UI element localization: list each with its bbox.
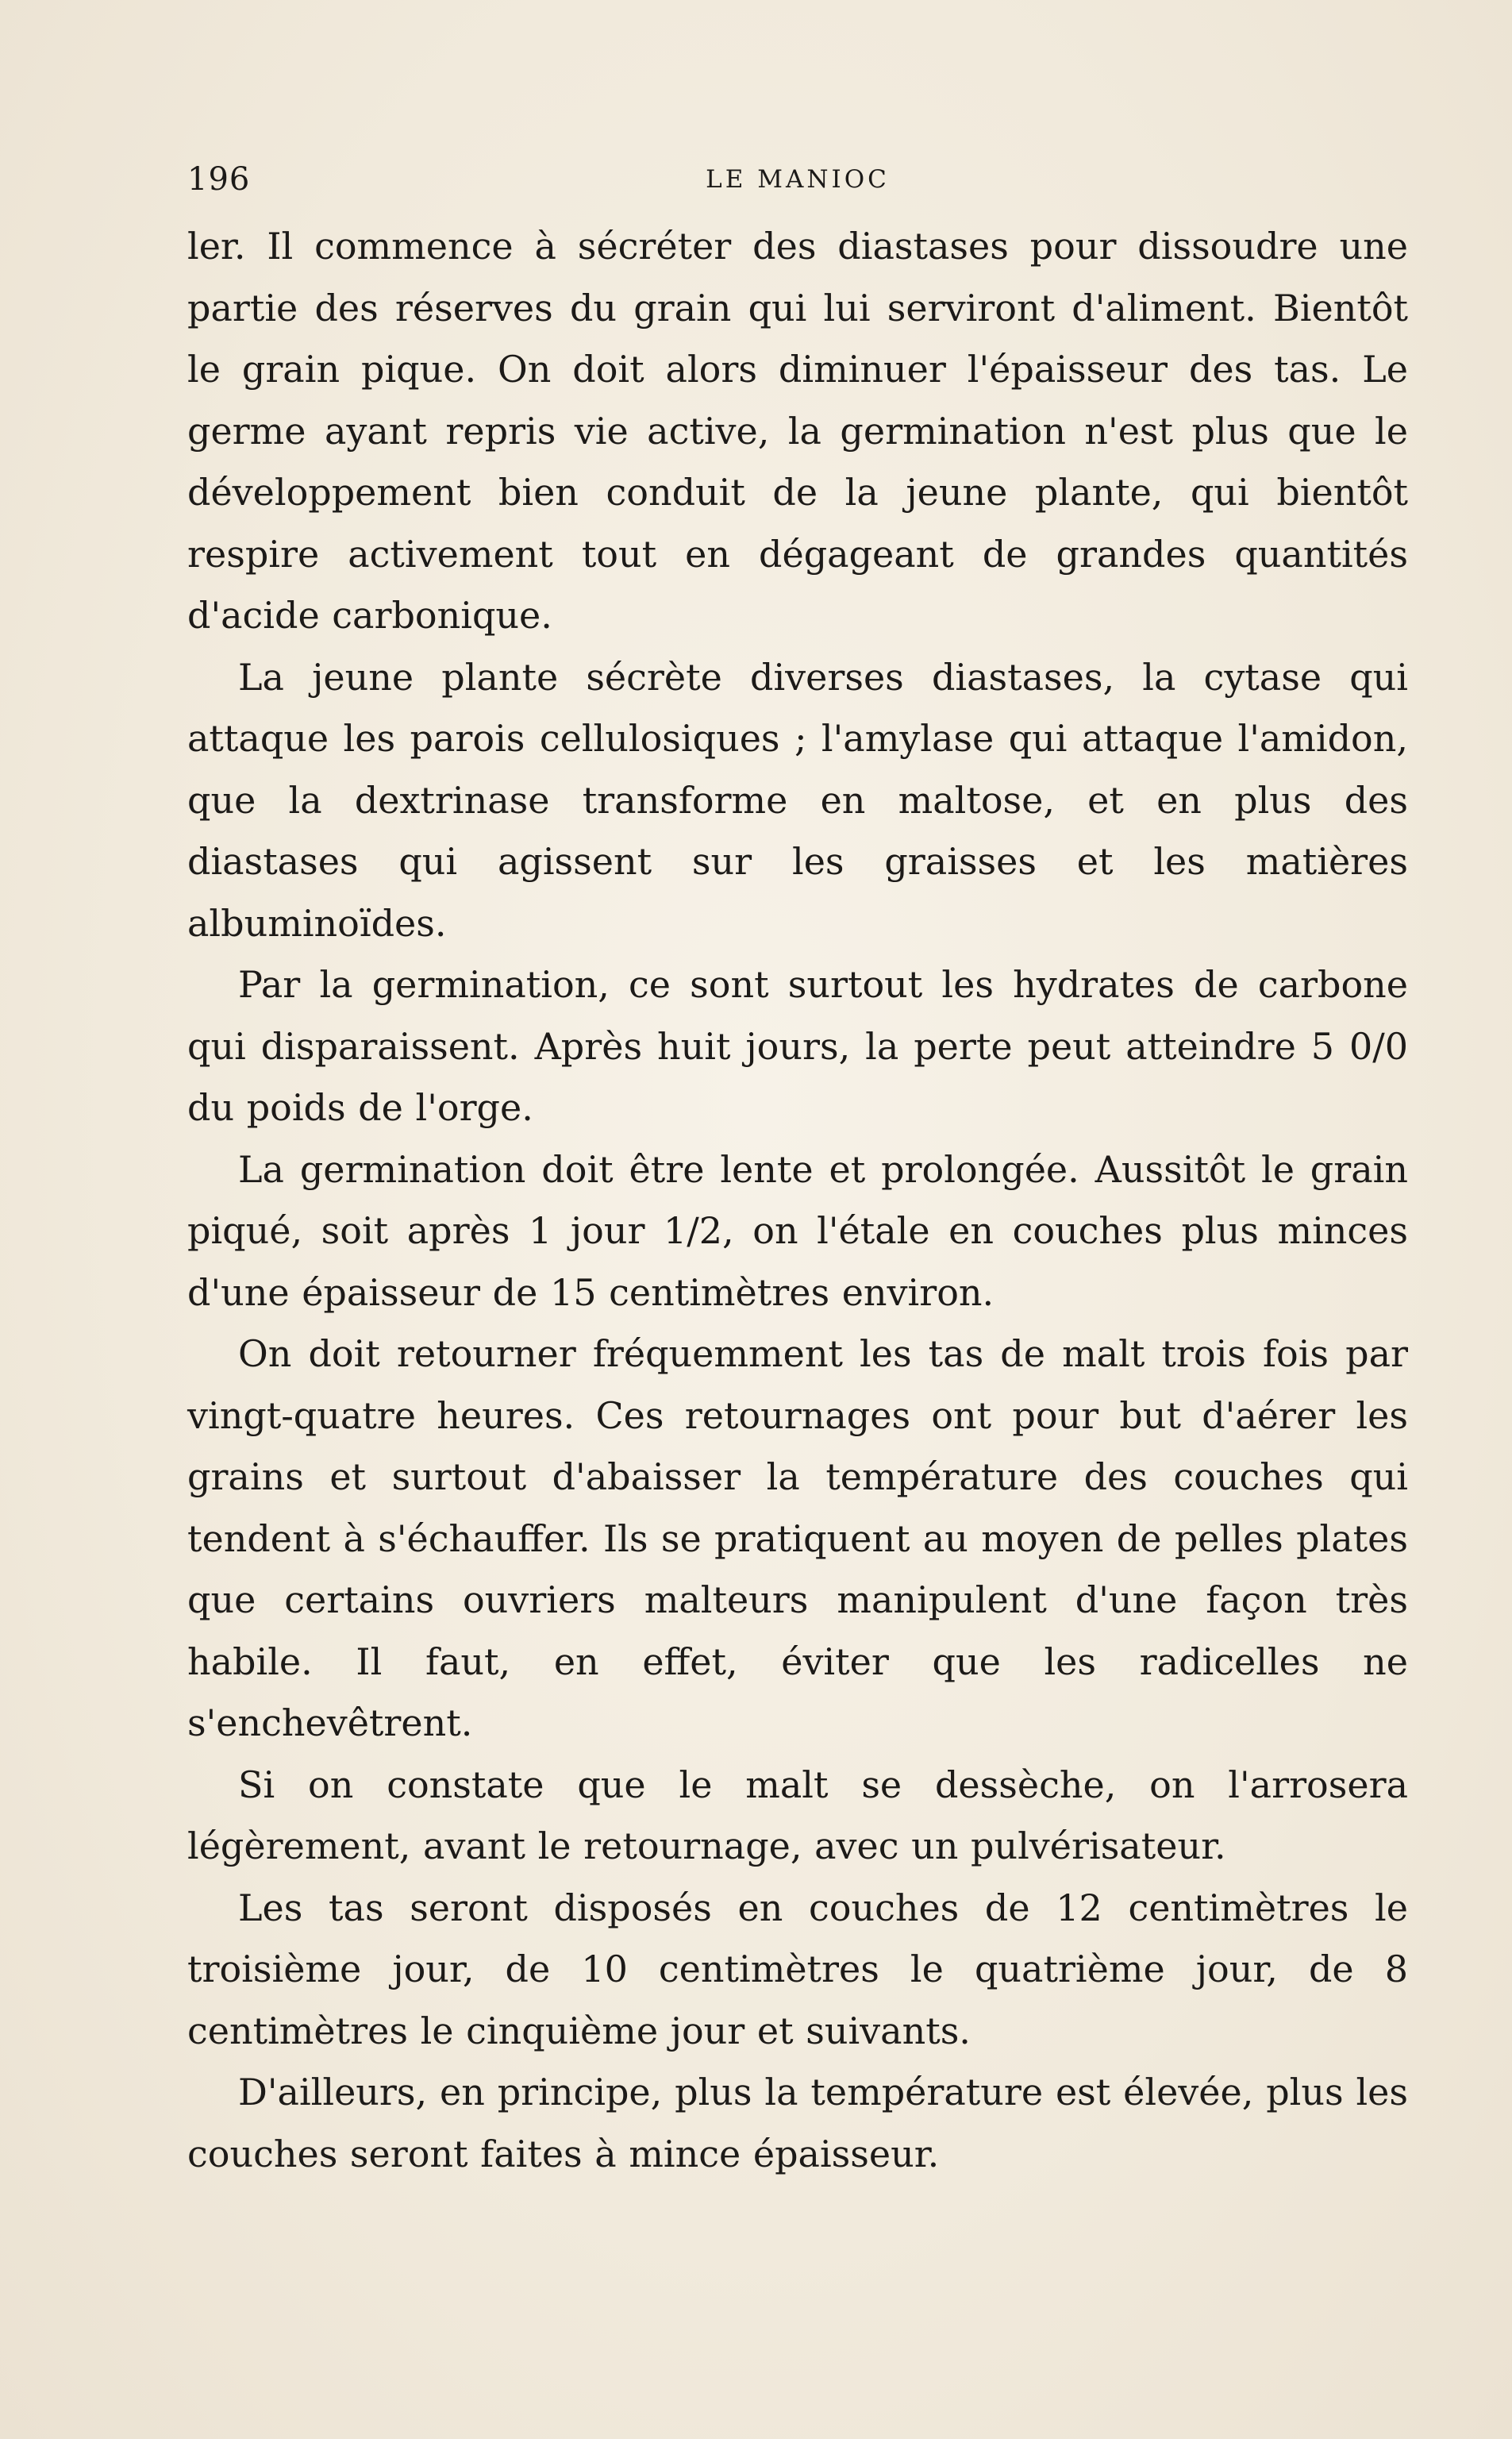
paragraph: On doit retourner fréquemment les tas de malt trois fois par vingt-quatre heures. Ces retournages ont pour but d'aérer les grains et surtout d'abaisser la température des couches qui tendent à s'échauffer. Ils se pratiquent au moyen de pelles plates que certains ouvriers malteurs manipulent d'une façon très habile. Il faut, en effet, éviter que les radicelles ne s'enchevêtrent. xyxy=(187,1332,1408,1744)
paragraph-continuation: ler. Il commence à sécréter des diastases pour dissoudre une partie des réserves du grain qui lui serviront d'aliment. Bientôt le grain pique. On doit alors diminuer l'épaisseur des tas. Le germe ayant repris vie active, la germination n'est plus que le développement bien conduit de la jeune plante, qui bientôt respire activement tout en dégageant de grandes quantités d'acide carbonique. xyxy=(187,225,1408,637)
paragraph: La jeune plante sécrète diverses diastases, la cytase qui attaque les parois cellulosiques ; l'amylase qui attaque l'amidon, que la dextrinase transforme en maltose, et en plus des diastases qui agissent sur les graisses et les matières albuminoïdes. xyxy=(187,655,1408,945)
paragraph: La germination doit être lente et prolongée. Aussitôt le grain piqué, soit après 1 jour 1/2, on l'étale en couches plus minces d'une épaisseur de 15 centimètres environ. xyxy=(187,1147,1408,1314)
running-title: LE MANIOC xyxy=(706,165,890,194)
paragraph: Par la germination, ce sont surtout les hydrates de carbone qui disparaissent. Après huit jours, la perte peut atteindre 5 0/0 du poids de l'orge. xyxy=(187,963,1408,1129)
body-text xyxy=(187,216,1408,2185)
page-number: 196 xyxy=(187,161,251,198)
paragraph: Si on constate que le malt se dessèche, on l'arrosera légèrement, avant le retournage, avec un pulvérisateur. xyxy=(187,1763,1408,1867)
paragraph: D'ailleurs, en principe, plus la température est élevée, plus les couches seront faites à mince épaisseur. xyxy=(187,2071,1408,2175)
running-head xyxy=(187,156,1408,203)
paragraph: Les tas seront disposés en couches de 12 centimètres le troisième jour, de 10 centimètres le quatrième jour, de 8 centimètres le cinquième jour et suivants. xyxy=(187,1886,1408,2052)
